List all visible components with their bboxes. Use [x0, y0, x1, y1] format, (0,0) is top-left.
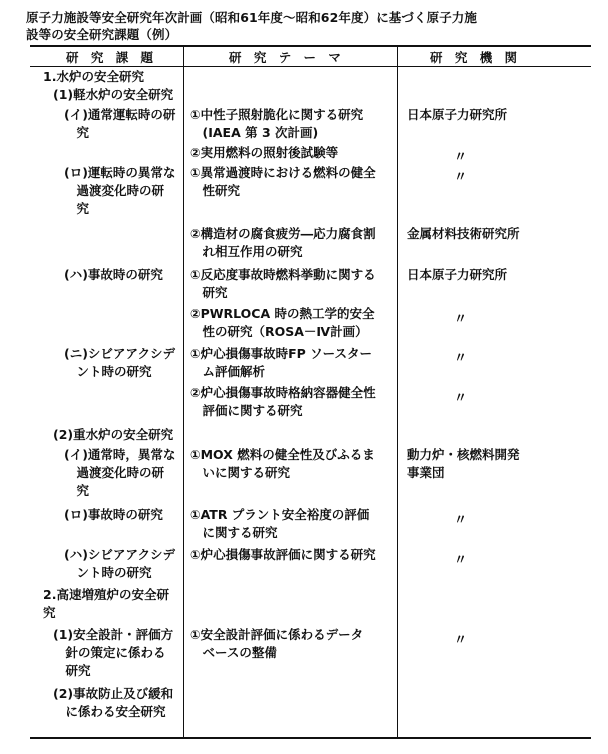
theme-pwrloca: ②PWRLOCA 時の熱工学的安全 性の研究（ROSA－Ⅳ計画） [190, 306, 375, 339]
ditto-mark: 〃 [454, 351, 468, 366]
theme-neutron-embrittlement: ①中性子照射脆化に関する研究 (IAEA 第 3 次計画) [190, 107, 364, 140]
document-title [26, 9, 586, 43]
ditto-mark: 〃 [454, 170, 468, 185]
topic-normal-operation: (イ)通常運転時の研 究 [64, 107, 176, 140]
org-jaeri-1: 日本原子力研究所 [407, 107, 508, 122]
ditto-mark: 〃 [454, 513, 468, 528]
theme-mox-fuel: ①MOX 燃料の健全性及びふるま いに関する研究 [190, 447, 375, 480]
section-2-heading: 2.高速増殖炉の安全研 究 [43, 587, 169, 620]
theme-containment-integrity: ②炉心損傷事故時格納容器健全性 評価に関する研究 [190, 385, 376, 418]
org-jaeri-2: 日本原子力研究所 [407, 267, 508, 282]
topic-hwr-accident: (ロ)事故時の研究 [64, 507, 163, 522]
theme-reactivity-accident: ①反応度事故時燃料挙動に関する 研究 [190, 267, 376, 300]
header-org: 研 究 機 関 [430, 50, 522, 65]
header-topic: 研 究 課 題 [66, 50, 158, 65]
ditto-mark: 〃 [454, 150, 468, 165]
topic-severe-accident: (ニ)シビアアクシデ ント時の研究 [64, 346, 176, 379]
theme-fuel-irradiation: ②実用燃料の照射後試験等 [190, 145, 339, 160]
theme-fp-source-term: ①炉心損傷事故時FP ソースター ム評価解析 [190, 346, 373, 379]
title-line-2: 設等の安全研究課題（例） [26, 27, 178, 42]
title-line-1: 原子力施設等安全研究年次計画（昭和61年度～昭和62年度）に基づく原子力施 [26, 10, 477, 25]
topic-safety-design: (1)安全設計・評価方 針の策定に係わる 研究 [53, 627, 174, 678]
topic-accident-prevention: (2)事故防止及び緩和 に係わる安全研究 [53, 686, 174, 719]
org-pnc: 動力炉・核燃料開発 事業団 [407, 447, 520, 480]
topic-hwr-severe: (ハ)シビアアクシデ ント時の研究 [64, 547, 176, 580]
research-table [30, 45, 591, 739]
column-divider-2 [397, 47, 398, 737]
ditto-mark: 〃 [454, 553, 468, 568]
theme-fuel-integrity: ①異常過渡時における燃料の健全 性研究 [190, 165, 376, 198]
topic-transient: (ロ)運転時の異常な 過渡変化時の研 究 [64, 165, 176, 216]
section-1-2-heading: (2)重水炉の安全研究 [53, 427, 174, 442]
section-1-heading: 1.水炉の安全研究 [43, 69, 144, 84]
topic-accident: (ハ)事故時の研究 [64, 267, 163, 282]
theme-atr-safety-margin: ①ATR プラント安全裕度の評価 に関する研究 [190, 507, 370, 540]
org-nrim: 金属材料技術研究所 [407, 226, 520, 241]
theme-corrosion-fatigue: ②構造材の腐食疲労―応力腐食割 れ相互作用の研究 [190, 226, 376, 259]
column-divider-1 [183, 47, 184, 737]
theme-core-damage-eval: ①炉心損傷事故評価に関する研究 [190, 547, 376, 562]
theme-safety-database: ①安全設計評価に係わるデータ ベースの整備 [190, 627, 364, 660]
table-header-row [30, 47, 591, 67]
topic-hwr-normal: (イ)通常時，異常な 過渡変化時の研 究 [64, 447, 176, 498]
ditto-mark: 〃 [454, 312, 468, 327]
section-1-1-heading: (1)軽水炉の安全研究 [53, 87, 174, 102]
ditto-mark: 〃 [454, 633, 468, 648]
ditto-mark: 〃 [454, 391, 468, 406]
header-theme: 研 究 テ ー マ [229, 50, 345, 65]
